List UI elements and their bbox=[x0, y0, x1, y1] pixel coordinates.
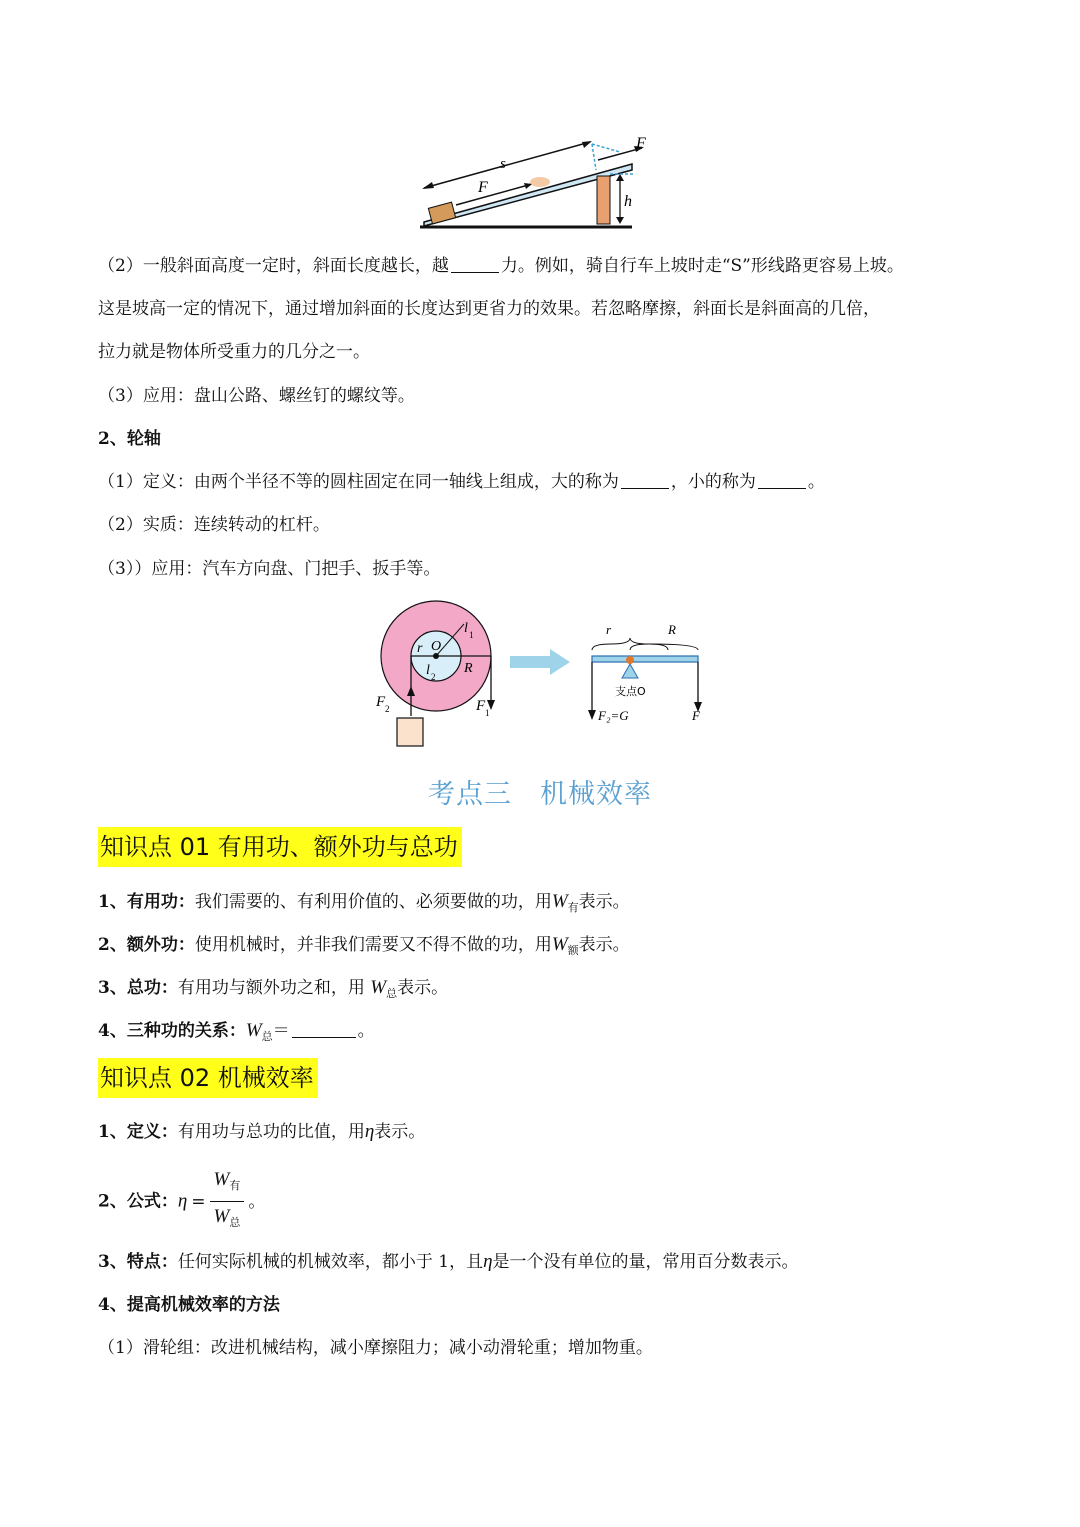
section-title: 考点三 机械效率 bbox=[428, 779, 652, 810]
kp01-item3-text: 有用功与额外功之和，用 bbox=[177, 978, 371, 998]
kp01-item3 bbox=[98, 977, 448, 1005]
s-arrow-left-head bbox=[422, 182, 434, 189]
kp01-item2 bbox=[98, 934, 630, 962]
kp01-item4-W: W bbox=[245, 1020, 262, 1041]
kp01-item1 bbox=[98, 891, 630, 919]
kp02-formula-fraction bbox=[210, 1166, 245, 1237]
fulcrum-triangle bbox=[622, 664, 638, 678]
kp02-item3-text-a: 任何实际机械的机械效率，都小于 1，且 bbox=[177, 1252, 484, 1272]
kp01-item1-label: 1、有用功： bbox=[98, 892, 195, 912]
label-l1: l bbox=[464, 621, 468, 636]
para3: （3）应用：盘山公路、螺丝钉的螺纹等。 bbox=[98, 386, 415, 406]
hand bbox=[530, 177, 550, 187]
kp02-item4: 4、提高机械效率的方法 bbox=[98, 1295, 280, 1315]
kp01-item4-end: 。 bbox=[357, 1021, 375, 1041]
kp02-num-W: W bbox=[213, 1169, 230, 1190]
kp01-item4-label: 4、三种功的关系： bbox=[98, 1021, 246, 1041]
label-s: s bbox=[500, 156, 506, 172]
kp02-item3-label: 3、特点： bbox=[98, 1252, 178, 1272]
kp01-item1-sub: 有 bbox=[567, 901, 579, 914]
kp02-item5: （1）滑轮组：改进机械结构，减小摩擦阻力；减小动滑轮重；增加物重。 bbox=[98, 1338, 653, 1358]
kp01-item4-sub: 总 bbox=[261, 1030, 273, 1043]
load-block bbox=[428, 202, 455, 224]
kp01-item2-sub: 额 bbox=[567, 944, 579, 957]
hanging-box bbox=[397, 718, 423, 746]
label-F2: F bbox=[376, 694, 386, 710]
wheel-axle-def-a: （1）定义：由两个半径不等的圆柱固定在同一轴线上组成，大的称为 bbox=[98, 472, 619, 492]
kp01-title: 知识点 01 有用功、额外功与总功 bbox=[98, 827, 462, 867]
kp01-item2-end: 表示。 bbox=[578, 935, 630, 955]
kp01-item1-end: 表示。 bbox=[578, 892, 630, 912]
label-R: R bbox=[464, 661, 473, 676]
h-arrow-top bbox=[616, 174, 624, 181]
wheel-axle-def-b: ，小的称为 bbox=[670, 472, 756, 492]
kp02-item1-label: 1、定义： bbox=[98, 1122, 178, 1142]
kp02-num-sub: 有 bbox=[229, 1179, 241, 1192]
blank-axle bbox=[758, 472, 806, 489]
kp01-item4-eq: ＝ bbox=[272, 1021, 290, 1041]
lever-label-r: r bbox=[606, 622, 612, 637]
kp02-formula-eta: η bbox=[177, 1190, 188, 1212]
kp01-item3-W: W bbox=[370, 977, 387, 998]
kp02-item1 bbox=[98, 1121, 425, 1143]
kp01-item2-label: 2、额外功： bbox=[98, 935, 195, 955]
brace-R bbox=[630, 644, 698, 650]
support-block bbox=[597, 176, 610, 224]
kp01-item3-end: 表示。 bbox=[397, 978, 449, 998]
wheel-axle-def bbox=[98, 471, 825, 493]
label-F1: F bbox=[476, 698, 486, 714]
kp02-formula-denominator bbox=[210, 1202, 245, 1237]
para2-line3: 拉力就是物体所受重力的几分之一。 bbox=[98, 342, 370, 362]
label-l2-sub: 2 bbox=[431, 672, 436, 682]
kp01-item1-W: W bbox=[551, 891, 568, 912]
kp02-formula-eq: = bbox=[191, 1191, 206, 1212]
lever-label-F: F bbox=[692, 708, 700, 723]
kp02-item1-text: 有用功与总功的比值，用 bbox=[177, 1122, 365, 1142]
kp02-den-sub: 总 bbox=[229, 1216, 241, 1229]
label-l2: l bbox=[426, 663, 430, 678]
kp02-item3-text-b: 是一个没有单位的量，常用百分数表示。 bbox=[492, 1252, 799, 1272]
kp01-item1-text: 我们需要的、有利用价值的、必须要做的功，用 bbox=[194, 892, 552, 912]
fulcrum-pin bbox=[626, 656, 634, 664]
h-arrow-bottom bbox=[616, 217, 624, 224]
kp02-den-W: W bbox=[213, 1206, 230, 1227]
kp02-item3-eta: η bbox=[483, 1251, 493, 1272]
label-F1-sub: 1 bbox=[485, 708, 490, 718]
blank-effort bbox=[451, 256, 499, 273]
incline-diagram bbox=[410, 130, 650, 232]
kp02-item2-label: 2、公式： bbox=[98, 1191, 178, 1212]
dashed-guide-2 bbox=[592, 144, 620, 152]
label-h: h bbox=[624, 193, 632, 210]
lever-label-R: R bbox=[668, 622, 676, 637]
kp01-item2-W: W bbox=[551, 934, 568, 955]
s-arrow-right-head bbox=[582, 141, 592, 148]
para2-line2: 这是坡高一定的情况下，通过增加斜面的长度达到更省力的效果。若忽略摩擦，斜面长是斜面高的几倍， bbox=[98, 299, 880, 319]
lever-label-F2G: F₂=G bbox=[598, 708, 629, 723]
para2-line1-b: 力。例如，骑自行车上坡时走“S”形线路更容易上坡。 bbox=[500, 256, 904, 276]
kp02-title: 知识点 02 机械效率 bbox=[98, 1058, 318, 1098]
kp02-item1-end: 表示。 bbox=[374, 1122, 426, 1142]
lever-bar bbox=[592, 656, 698, 662]
wheel-axle-heading: 2、轮轴 bbox=[98, 429, 161, 449]
wheel-axle-essence: （2）实质：连续转动的杠杆。 bbox=[98, 515, 330, 535]
kp02-item3 bbox=[98, 1251, 799, 1273]
label-F2-sub: 2 bbox=[385, 704, 390, 714]
label-F: F bbox=[478, 179, 488, 196]
wheel-axle-def-c: 。 bbox=[807, 472, 825, 492]
label-r: r bbox=[417, 641, 423, 656]
blank-wheel bbox=[621, 472, 669, 489]
label-l1-sub: 1 bbox=[469, 630, 474, 640]
wheel-axle-diagram bbox=[370, 598, 710, 758]
kp01-item2-text: 使用机械时，并非我们需要又不得不做的功，用 bbox=[194, 935, 552, 955]
lever-F2-arrowhead bbox=[588, 710, 596, 720]
wheel-axle-application: （3））应用：汽车方向盘、门把手、扳手等。 bbox=[98, 559, 441, 579]
kp01-item3-sub: 总 bbox=[386, 987, 398, 1000]
kp02-item2-end: 。 bbox=[248, 1191, 266, 1212]
kp01-item4 bbox=[98, 1020, 375, 1048]
blank-total-work bbox=[292, 1021, 356, 1038]
kp02-item2 bbox=[98, 1166, 265, 1237]
s-arrow bbox=[424, 142, 590, 188]
para2-line1-a: （2）一般斜面高度一定时，斜面长度越长，越 bbox=[98, 256, 449, 276]
label-O: O bbox=[431, 639, 442, 654]
para2-line1 bbox=[98, 255, 904, 277]
kp01-item3-label: 3、总功： bbox=[98, 978, 178, 998]
dashed-guide-1 bbox=[592, 144, 596, 170]
fulcrum-label: 支点O bbox=[615, 685, 646, 698]
kp02-item1-eta: η bbox=[364, 1121, 375, 1142]
kp02-formula-numerator bbox=[210, 1166, 245, 1202]
label-F-top: F bbox=[636, 135, 646, 152]
transform-arrow bbox=[510, 649, 570, 675]
